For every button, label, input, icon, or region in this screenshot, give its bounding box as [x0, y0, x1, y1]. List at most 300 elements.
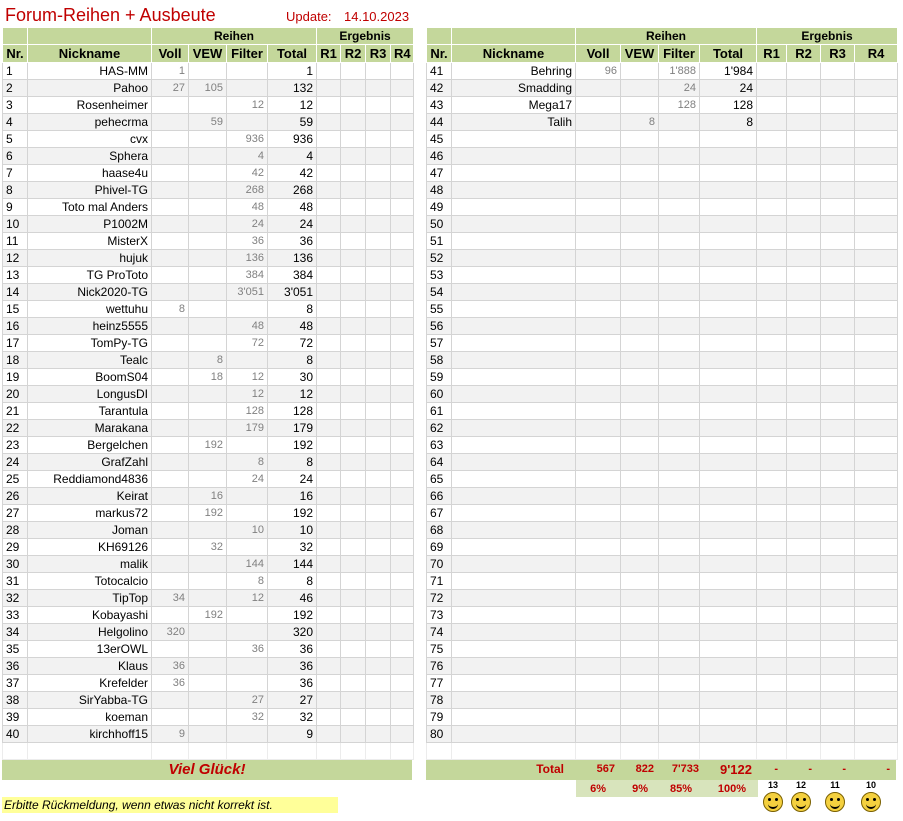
- table-row: [427, 216, 898, 233]
- row-total: 132: [268, 80, 317, 97]
- row-total: [700, 284, 757, 301]
- row-r4: [855, 63, 898, 80]
- row-r3: [821, 114, 855, 131]
- row-nr: 17: [3, 335, 28, 352]
- sum-voll: 567: [596, 763, 615, 775]
- row-nr: 1: [3, 63, 28, 80]
- row-r2: [341, 97, 366, 114]
- row-r1: [317, 675, 341, 692]
- row-r3: [821, 539, 855, 556]
- row-filter: 24: [227, 216, 268, 233]
- table-row: [3, 539, 414, 556]
- row-total: 8: [268, 352, 317, 369]
- row-filter: [659, 709, 700, 726]
- row-r4: [855, 318, 898, 335]
- row-voll: [152, 335, 189, 352]
- row-filter: [227, 505, 268, 522]
- row-nr: 75: [427, 641, 452, 658]
- row-voll: [152, 284, 189, 301]
- row-total: 72: [268, 335, 317, 352]
- row-nr: 74: [427, 624, 452, 641]
- row-vew: [189, 641, 227, 658]
- row-vew: [621, 352, 659, 369]
- row-r4: [391, 369, 414, 386]
- row-total: 9: [268, 726, 317, 743]
- table-row: [3, 403, 414, 420]
- row-total: 32: [268, 539, 317, 556]
- row-nr: 72: [427, 590, 452, 607]
- blank-cell: [576, 743, 621, 760]
- row-r2: [341, 641, 366, 658]
- row-vew: [189, 573, 227, 590]
- row-r3: [366, 114, 391, 131]
- row-nickname: Kobayashi: [28, 607, 152, 624]
- row-total: 48: [268, 199, 317, 216]
- row-r2: [787, 335, 821, 352]
- row-nr: 59: [427, 369, 452, 386]
- row-filter: 48: [227, 318, 268, 335]
- row-nr: 52: [427, 250, 452, 267]
- row-total: [700, 488, 757, 505]
- row-r3: [821, 709, 855, 726]
- row-r2: [341, 488, 366, 505]
- row-nr: 40: [3, 726, 28, 743]
- row-filter: [659, 148, 700, 165]
- row-r2: [787, 403, 821, 420]
- row-r3: [821, 386, 855, 403]
- row-nr: 10: [3, 216, 28, 233]
- row-nr: 37: [3, 675, 28, 692]
- row-total: [700, 131, 757, 148]
- row-r4: [391, 114, 414, 131]
- row-total: 10: [268, 522, 317, 539]
- row-r4: [391, 386, 414, 403]
- row-nickname: [452, 658, 576, 675]
- col-r4: R4: [391, 45, 414, 63]
- row-r3: [366, 97, 391, 114]
- row-r1: [757, 386, 787, 403]
- row-r4: [391, 624, 414, 641]
- row-vew: [189, 165, 227, 182]
- row-nr: 44: [427, 114, 452, 131]
- row-vew: [621, 471, 659, 488]
- row-nr: 39: [3, 709, 28, 726]
- row-r2: [787, 182, 821, 199]
- row-filter: [659, 250, 700, 267]
- row-r4: [391, 726, 414, 743]
- row-r2: [787, 471, 821, 488]
- row-voll: [576, 692, 621, 709]
- row-total: [700, 352, 757, 369]
- row-total: 30: [268, 369, 317, 386]
- badge-label: 13: [767, 780, 778, 790]
- row-r3: [366, 352, 391, 369]
- row-voll: [576, 624, 621, 641]
- row-filter: 32: [227, 709, 268, 726]
- row-r1: [317, 522, 341, 539]
- row-filter: [227, 658, 268, 675]
- page-title: Forum-Reihen + Ausbeute: [5, 5, 216, 25]
- table-row: [3, 335, 414, 352]
- table-row: [427, 658, 898, 675]
- row-total: 144: [268, 556, 317, 573]
- table-row: [3, 199, 414, 216]
- row-voll: [576, 709, 621, 726]
- row-nr: 32: [3, 590, 28, 607]
- row-r1: [317, 182, 341, 199]
- row-voll: [576, 675, 621, 692]
- row-r3: [366, 624, 391, 641]
- row-r1: [757, 726, 787, 743]
- row-total: 192: [268, 505, 317, 522]
- table-row: [427, 233, 898, 250]
- col-nr: Nr.: [427, 45, 452, 63]
- row-r3: [366, 420, 391, 437]
- table-row: [3, 216, 414, 233]
- header-blank: [452, 28, 576, 45]
- row-vew: [621, 403, 659, 420]
- row-vew: [189, 386, 227, 403]
- row-r1: [317, 250, 341, 267]
- row-r4: [855, 488, 898, 505]
- row-r1: [757, 607, 787, 624]
- row-r4: [391, 403, 414, 420]
- row-r4: [855, 471, 898, 488]
- update-label: Update:: [286, 9, 332, 24]
- row-total: [700, 301, 757, 318]
- row-nr: 46: [427, 148, 452, 165]
- row-voll: [152, 556, 189, 573]
- row-nr: 33: [3, 607, 28, 624]
- row-r2: [787, 131, 821, 148]
- row-total: [700, 709, 757, 726]
- row-total: 24: [268, 216, 317, 233]
- row-r1: [757, 488, 787, 505]
- row-voll: [152, 692, 189, 709]
- row-r2: [341, 403, 366, 420]
- row-filter: [659, 165, 700, 182]
- col-r1: R1: [757, 45, 787, 63]
- row-vew: [189, 675, 227, 692]
- row-nickname: [452, 216, 576, 233]
- row-r2: [787, 726, 821, 743]
- row-voll: [576, 284, 621, 301]
- row-r2: [341, 505, 366, 522]
- table-row: [3, 437, 414, 454]
- row-voll: 27: [152, 80, 189, 97]
- row-r2: [341, 539, 366, 556]
- row-r3: [366, 335, 391, 352]
- row-r4: [855, 114, 898, 131]
- row-vew: [189, 318, 227, 335]
- table-row: [3, 488, 414, 505]
- row-r3: [366, 148, 391, 165]
- blank-cell: [366, 743, 391, 760]
- group-reihen-header: Reihen: [152, 28, 317, 45]
- table-row: [427, 386, 898, 403]
- row-r1: [757, 522, 787, 539]
- row-r4: [391, 165, 414, 182]
- row-nickname: [452, 624, 576, 641]
- row-voll: 36: [152, 658, 189, 675]
- table-row: [3, 641, 414, 658]
- row-filter: 268: [227, 182, 268, 199]
- row-total: 36: [268, 233, 317, 250]
- row-r1: [757, 352, 787, 369]
- row-r3: [366, 675, 391, 692]
- row-r3: [821, 590, 855, 607]
- row-r4: [391, 471, 414, 488]
- row-nickname: malik: [28, 556, 152, 573]
- row-voll: [576, 522, 621, 539]
- row-vew: [189, 658, 227, 675]
- table-row: [427, 505, 898, 522]
- row-vew: [189, 182, 227, 199]
- row-nickname: [452, 505, 576, 522]
- row-filter: 12: [227, 369, 268, 386]
- row-nickname: Klaus: [28, 658, 152, 675]
- badge-label: 11: [830, 780, 840, 790]
- row-nickname: P1002M: [28, 216, 152, 233]
- row-total: 4: [268, 148, 317, 165]
- row-nickname: KH69126: [28, 539, 152, 556]
- row-filter: 10: [227, 522, 268, 539]
- row-r2: [787, 641, 821, 658]
- row-nr: 71: [427, 573, 452, 590]
- row-r1: [317, 386, 341, 403]
- row-nr: 45: [427, 131, 452, 148]
- row-filter: 179: [227, 420, 268, 437]
- row-voll: [152, 709, 189, 726]
- table-row: [427, 488, 898, 505]
- row-nickname: [452, 692, 576, 709]
- row-nickname: pehecrma: [28, 114, 152, 131]
- row-r3: [366, 726, 391, 743]
- row-total: 1: [268, 63, 317, 80]
- row-nr: 60: [427, 386, 452, 403]
- row-r4: [391, 454, 414, 471]
- row-filter: [659, 624, 700, 641]
- row-total: [700, 148, 757, 165]
- row-total: [700, 471, 757, 488]
- row-filter: [659, 386, 700, 403]
- row-nickname: [452, 641, 576, 658]
- row-vew: 105: [189, 80, 227, 97]
- row-total: [700, 590, 757, 607]
- row-nr: 48: [427, 182, 452, 199]
- row-nickname: Pahoo: [28, 80, 152, 97]
- row-total: 36: [268, 675, 317, 692]
- blank-cell: [152, 743, 189, 760]
- row-nr: 70: [427, 556, 452, 573]
- row-r1: [757, 233, 787, 250]
- row-r2: [341, 471, 366, 488]
- row-total: 24: [700, 80, 757, 97]
- row-nickname: [452, 250, 576, 267]
- table-row: [427, 624, 898, 641]
- row-total: 16: [268, 488, 317, 505]
- row-filter: 12: [227, 386, 268, 403]
- row-r4: [391, 131, 414, 148]
- row-total: 46: [268, 590, 317, 607]
- row-voll: [576, 97, 621, 114]
- row-r2: [341, 454, 366, 471]
- row-nr: 19: [3, 369, 28, 386]
- badge-label: 10: [865, 780, 876, 790]
- row-nickname: heinz5555: [28, 318, 152, 335]
- row-filter: 8: [227, 454, 268, 471]
- table-row: [3, 182, 414, 199]
- row-r4: [855, 726, 898, 743]
- row-filter: 12: [227, 97, 268, 114]
- row-total: [700, 556, 757, 573]
- row-total: 179: [268, 420, 317, 437]
- row-voll: [576, 607, 621, 624]
- row-r1: [317, 539, 341, 556]
- row-vew: [621, 182, 659, 199]
- row-filter: 27: [227, 692, 268, 709]
- row-nr: 80: [427, 726, 452, 743]
- row-r2: [341, 284, 366, 301]
- table-row: [3, 522, 414, 539]
- row-r3: [821, 675, 855, 692]
- col-r4: R4: [855, 45, 898, 63]
- row-filter: 72: [227, 335, 268, 352]
- row-nr: 78: [427, 692, 452, 709]
- row-r1: [757, 114, 787, 131]
- good-luck-text: Viel Glück!: [168, 761, 246, 778]
- row-r3: [821, 641, 855, 658]
- row-r1: [317, 301, 341, 318]
- row-vew: [621, 488, 659, 505]
- row-voll: 96: [576, 63, 621, 80]
- row-nickname: [452, 522, 576, 539]
- blank-cell: [787, 743, 821, 760]
- row-vew: 8: [621, 114, 659, 131]
- table-row: [427, 539, 898, 556]
- row-vew: [621, 318, 659, 335]
- row-r3: [821, 369, 855, 386]
- row-voll: [576, 488, 621, 505]
- row-nr: 18: [3, 352, 28, 369]
- row-r1: [317, 199, 341, 216]
- row-nickname: [452, 148, 576, 165]
- row-r3: [821, 284, 855, 301]
- row-r2: [341, 675, 366, 692]
- row-filter: [659, 114, 700, 131]
- row-voll: [152, 267, 189, 284]
- row-filter: 128: [659, 97, 700, 114]
- row-total: 36: [268, 658, 317, 675]
- row-r1: [757, 63, 787, 80]
- row-nr: 66: [427, 488, 452, 505]
- row-filter: 4: [227, 148, 268, 165]
- table-row: [3, 284, 414, 301]
- row-r1: [317, 403, 341, 420]
- row-total: 3'051: [268, 284, 317, 301]
- header-blank: [427, 28, 452, 45]
- row-filter: [659, 199, 700, 216]
- row-r1: [757, 454, 787, 471]
- row-vew: [189, 454, 227, 471]
- col-total: Total: [700, 45, 757, 63]
- row-total: 24: [268, 471, 317, 488]
- row-voll: [152, 641, 189, 658]
- left-table: [2, 27, 414, 760]
- row-r3: [366, 301, 391, 318]
- row-r4: [855, 403, 898, 420]
- row-r2: [787, 590, 821, 607]
- row-total: 268: [268, 182, 317, 199]
- table-row: [3, 250, 414, 267]
- row-r4: [855, 80, 898, 97]
- row-nr: 12: [3, 250, 28, 267]
- row-r4: [855, 199, 898, 216]
- row-nr: 3: [3, 97, 28, 114]
- row-r4: [855, 165, 898, 182]
- col-vew: VEW: [621, 45, 659, 63]
- row-filter: 3'051: [227, 284, 268, 301]
- row-nr: 23: [3, 437, 28, 454]
- blank-cell: [341, 743, 366, 760]
- row-voll: [576, 131, 621, 148]
- row-r1: [317, 607, 341, 624]
- row-r2: [787, 148, 821, 165]
- row-vew: [189, 471, 227, 488]
- row-nickname: Keirat: [28, 488, 152, 505]
- totals-bar: [426, 760, 896, 780]
- row-r3: [366, 369, 391, 386]
- row-filter: 384: [227, 267, 268, 284]
- row-total: [700, 658, 757, 675]
- row-r2: [341, 131, 366, 148]
- row-nickname: LongusDI: [28, 386, 152, 403]
- row-filter: [659, 403, 700, 420]
- row-r4: [391, 522, 414, 539]
- row-voll: [576, 165, 621, 182]
- row-r4: [855, 624, 898, 641]
- row-r3: [366, 165, 391, 182]
- row-vew: 32: [189, 539, 227, 556]
- row-nr: 65: [427, 471, 452, 488]
- row-nr: 8: [3, 182, 28, 199]
- row-r1: [757, 301, 787, 318]
- row-vew: [621, 505, 659, 522]
- row-r2: [787, 114, 821, 131]
- row-vew: [189, 556, 227, 573]
- row-vew: [189, 97, 227, 114]
- row-nr: 54: [427, 284, 452, 301]
- row-r3: [821, 335, 855, 352]
- table-row: [427, 335, 898, 352]
- table-row: [3, 369, 414, 386]
- row-filter: [227, 675, 268, 692]
- row-vew: [189, 216, 227, 233]
- table-row: [3, 233, 414, 250]
- row-r3: [821, 148, 855, 165]
- row-r1: [317, 420, 341, 437]
- col-vew: VEW: [189, 45, 227, 63]
- row-r4: [391, 590, 414, 607]
- row-voll: [576, 80, 621, 97]
- row-nr: 26: [3, 488, 28, 505]
- table-row: [427, 471, 898, 488]
- row-vew: [189, 335, 227, 352]
- row-r1: [757, 505, 787, 522]
- row-r4: [855, 284, 898, 301]
- table-row: [427, 675, 898, 692]
- row-r3: [821, 454, 855, 471]
